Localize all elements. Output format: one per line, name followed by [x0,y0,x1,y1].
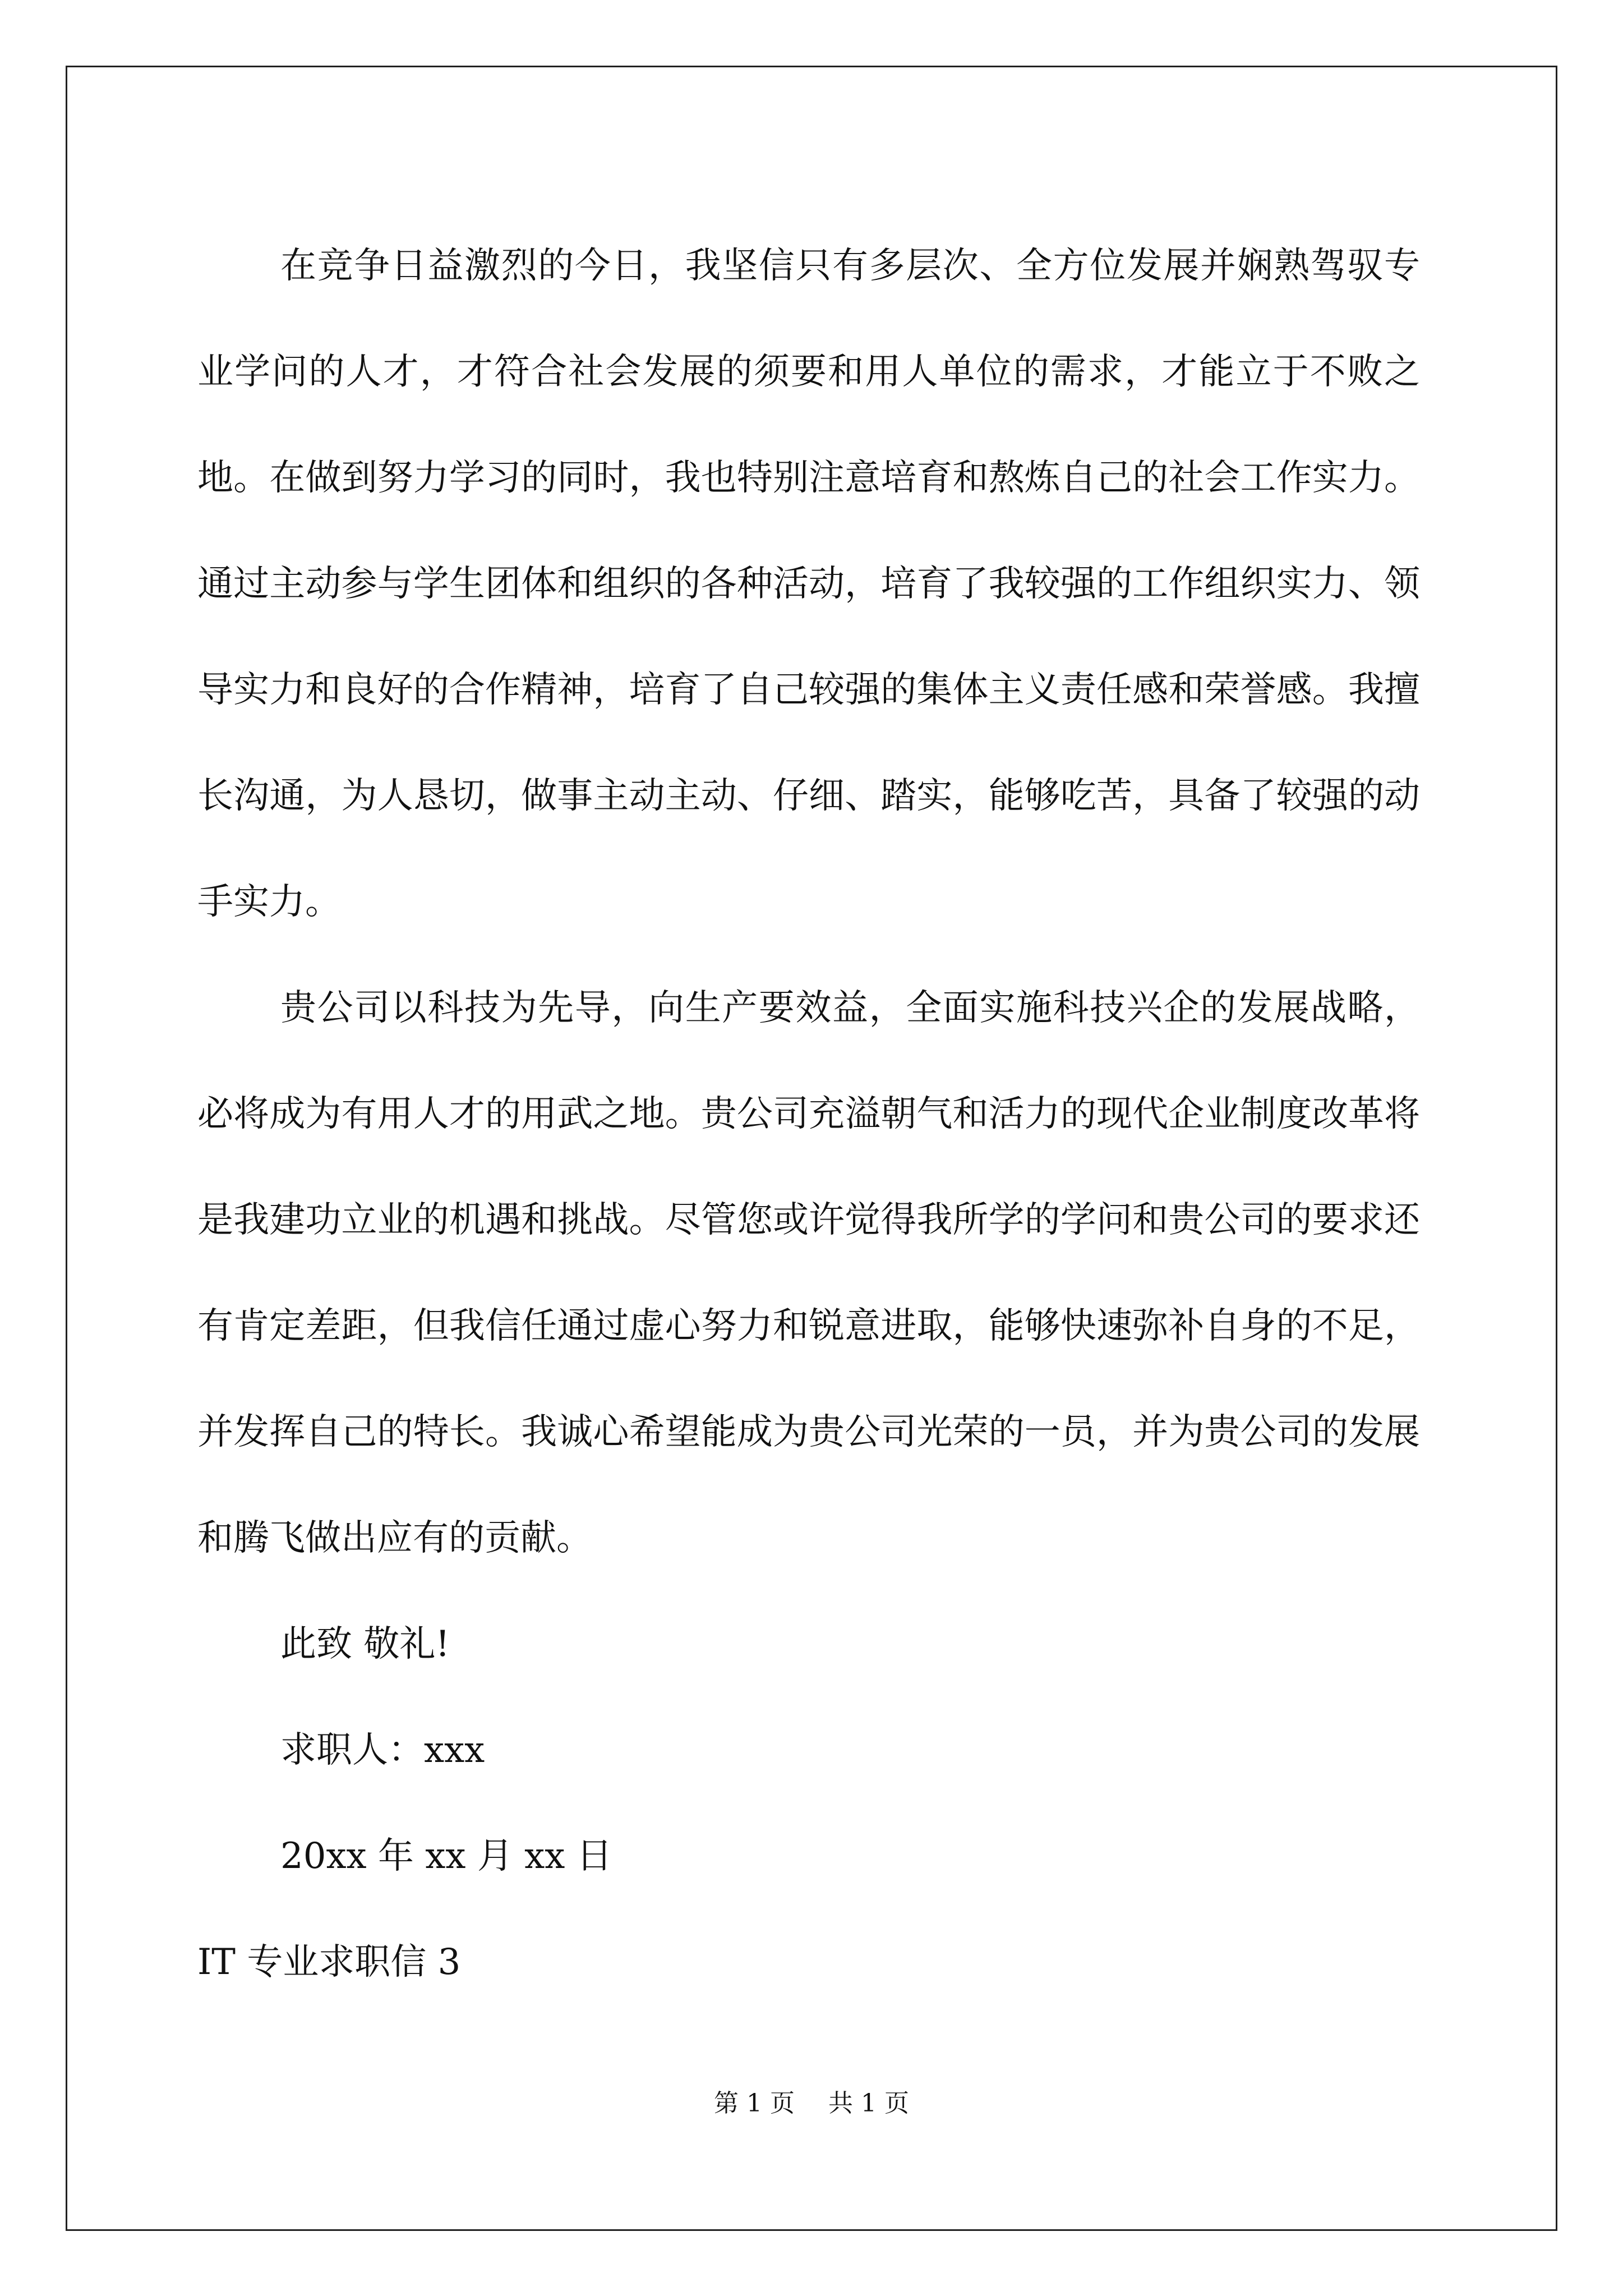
letter-body [197,213,1420,2016]
paragraph-self-introduction: 在竞争日益激烈的今日，我坚信只有多层次、全方位发展并娴熟驾驭专业学问的人才，才符合社会发展的须要和用人单位的需求，才能立于不败之地。在做到努力学习的同时，我也特别注意培育和熬炼自己的社会工作实力。通过主动参与学生团体和组织的各种活动，培育了我较强的工作组织实力、领导实力和良好的合作精神，培育了自己较强的集体主义责任感和荣誉感。我擅长沟通，为人恳切，做事主动主动、仔细、踏实，能够吃苦，具备了较强的动手实力。 [197,245,1420,923]
page-number-total: 共 1 页 [828,2089,909,2118]
closing-salutation: 此致 敬礼! [280,1623,450,1665]
date-line: 20xx 年 xx 月 xx 日 [280,1835,612,1877]
page-footer [0,2087,1623,2120]
signature-line: 求职人：xxx [280,1729,485,1771]
page-number-current: 第 1 页 [714,2089,795,2118]
next-section-heading: IT 专业求职信 3 [197,1941,461,1983]
paragraph-company-praise: 贵公司以科技为先导，向生产要效益，全面实施科技兴企的发展战略，必将成为有用人才的用武之地。贵公司充溢朝气和活力的现代企业制度改革将是我建功立业的机遇和挑战。尽管您或许觉得我所学的学问和贵公司的要求还有肯定差距，但我信任通过虚心努力和锐意进取，能够快速弥补自身的不足，并发挥自己的特长。我诚心希望能成为贵公司光荣的一员，并为贵公司的发展和腾飞做出应有的贡献。 [197,987,1420,1559]
